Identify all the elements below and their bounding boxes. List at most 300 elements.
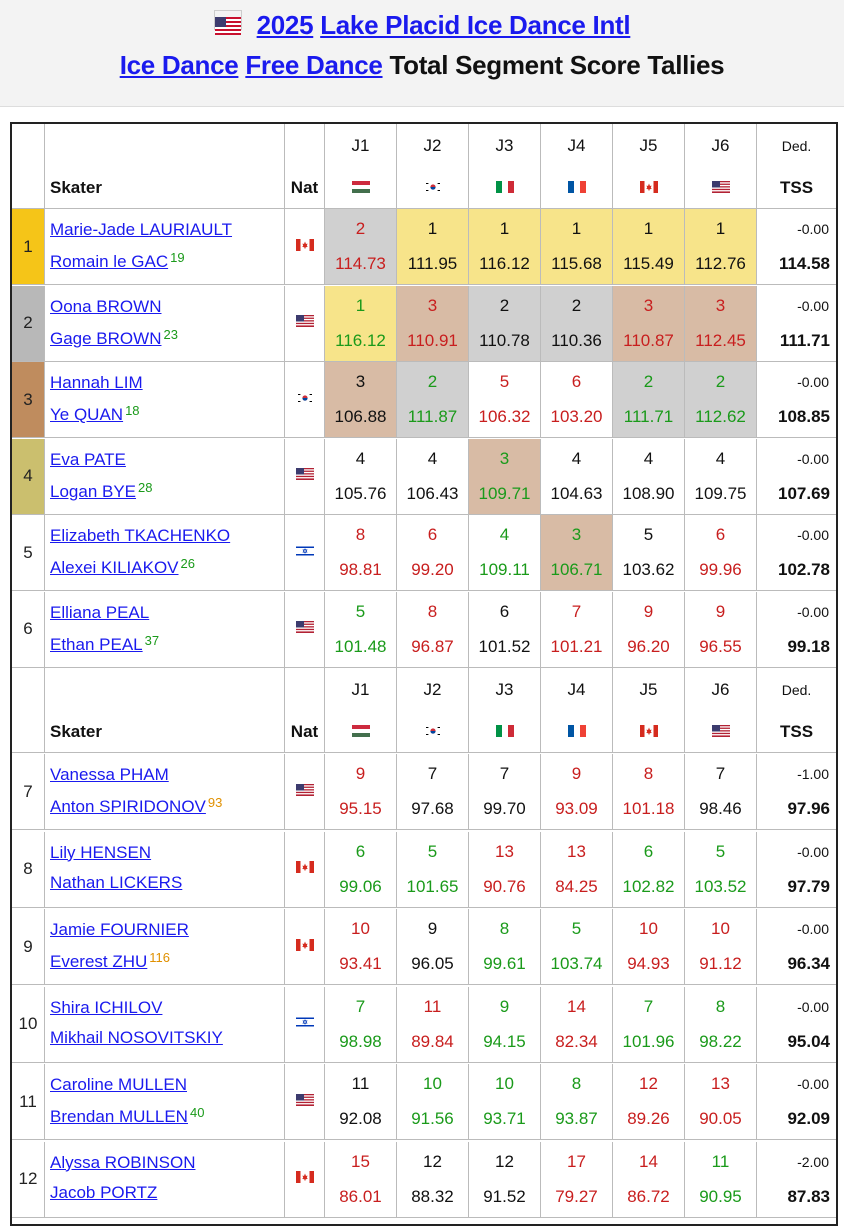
nat-cell — [285, 987, 325, 1062]
skater-name-1 — [50, 526, 230, 546]
judge-score: 91.12 — [699, 954, 742, 973]
skater-link[interactable]: Eva PATE — [50, 449, 126, 469]
judge-score: 106.32 — [478, 407, 531, 426]
judge-header-cell — [325, 668, 397, 752]
ded-column-header: Ded. — [781, 138, 812, 154]
judge-rank: 5 — [643, 525, 654, 544]
table-row — [12, 362, 836, 438]
skater-names-cell — [45, 1064, 285, 1139]
hungary-flag-icon — [352, 724, 370, 742]
deduction-value: -0.00 — [797, 374, 829, 390]
judge-score-cell — [397, 1064, 469, 1139]
skater-names-cell — [45, 754, 285, 829]
judge-score: 96.87 — [411, 636, 454, 656]
judge-rank: 7 — [571, 601, 582, 621]
segment-link[interactable]: Free Dance — [245, 50, 383, 80]
event-link[interactable]: Lake Placid Ice Dance Intl — [320, 10, 631, 40]
usa-flag-icon — [712, 180, 730, 198]
judge-rank: 1 — [499, 219, 510, 238]
judge-header-cell — [469, 124, 541, 208]
skater-link[interactable]: Gage BROWN — [50, 328, 162, 348]
judge-column-header[interactable]: J5 — [639, 136, 658, 155]
judge-rank: 4 — [427, 448, 438, 468]
table-row — [12, 592, 836, 668]
judge-rank: 3 — [571, 525, 582, 544]
ded-tss-cell — [757, 832, 836, 907]
tss-value: 99.18 — [787, 636, 830, 656]
judge-score-cell — [325, 1064, 397, 1139]
judge-score: 115.68 — [551, 254, 602, 273]
skater-link[interactable]: Ye QUAN — [50, 405, 124, 424]
judge-rank: 14 — [639, 1151, 658, 1171]
skater-names-cell — [45, 592, 285, 667]
skater-name-1 — [50, 297, 161, 317]
judge-rank: 14 — [567, 996, 586, 1016]
nat-cell — [285, 754, 325, 829]
usa-flag-icon — [712, 724, 730, 742]
skater-link[interactable]: Alexei KILIAKOV — [50, 558, 179, 577]
judge-score: 116.12 — [335, 330, 386, 350]
skater-names-cell — [45, 286, 285, 361]
judge-column-header[interactable]: J6 — [711, 136, 730, 155]
judge-score: 95.15 — [339, 799, 382, 818]
rank-cell: 3 — [12, 362, 45, 437]
judge-score: 110.36 — [551, 330, 602, 350]
judge-header-cell — [685, 668, 757, 752]
judge-column-header[interactable]: J4 — [567, 136, 586, 155]
usa-flag-icon — [214, 10, 242, 30]
skater-link[interactable]: Caroline MULLEN — [50, 1075, 187, 1094]
judge-column-header[interactable]: J4 — [567, 680, 586, 699]
tss-value: 114.58 — [778, 254, 830, 273]
judge-rank: 5 — [427, 841, 438, 861]
judge-score-cell — [613, 909, 685, 984]
hungary-flag-icon — [352, 180, 370, 198]
age-badge: 28 — [138, 479, 153, 495]
judge-header-cell — [325, 124, 397, 208]
judge-score: 109.71 — [478, 483, 531, 503]
skater-link[interactable]: Jacob PORTZ — [50, 1182, 158, 1202]
france-flag-icon — [568, 724, 586, 742]
judge-score: 91.52 — [483, 1186, 526, 1206]
judge-score-cell — [541, 439, 613, 514]
judge-score: 106.43 — [406, 483, 459, 503]
judge-rank: 11 — [423, 996, 442, 1016]
judge-rank: 9 — [427, 919, 438, 938]
judge-score-cell — [685, 1142, 757, 1217]
skater-link[interactable]: Brendan MULLEN — [50, 1107, 188, 1126]
judge-score-cell — [469, 987, 541, 1062]
judge-score-cell — [541, 1142, 613, 1217]
nat-column-header: Nat — [290, 178, 319, 197]
judge-score: 99.96 — [699, 560, 742, 579]
usa-flag-icon — [296, 314, 314, 332]
judge-rank: 2 — [427, 372, 438, 391]
judge-score: 90.95 — [699, 1186, 742, 1206]
judge-score-cell — [469, 832, 541, 907]
judge-score: 93.09 — [555, 799, 598, 818]
skater-name-2 — [50, 873, 182, 893]
judge-score: 94.15 — [483, 1031, 526, 1051]
judge-header-cell — [613, 668, 685, 752]
judge-score: 114.73 — [335, 254, 386, 273]
judge-score-cell — [325, 754, 397, 829]
skater-link[interactable]: Mikhail NOSOVITSKIY — [50, 1027, 223, 1047]
judge-score-cell — [469, 592, 541, 667]
judge-score-cell — [541, 286, 613, 361]
skater-link[interactable]: Everest ZHU — [50, 952, 148, 971]
judge-rank: 10 — [711, 919, 730, 938]
judge-rank: 5 — [715, 841, 726, 861]
skater-link[interactable]: Nathan LICKERS — [50, 872, 183, 892]
judge-rank: 13 — [567, 841, 586, 861]
nat-cell — [285, 832, 325, 907]
ded-tss-header-cell — [757, 668, 836, 752]
judge-score-cell — [685, 754, 757, 829]
judge-score: 92.08 — [339, 1109, 382, 1128]
judge-score: 79.27 — [555, 1186, 598, 1206]
usa-flag-icon — [296, 467, 314, 485]
deduction-value: -0.00 — [797, 603, 829, 620]
judge-score: 112.76 — [695, 254, 746, 273]
judge-header-cell — [397, 668, 469, 752]
judge-score-cell — [613, 439, 685, 514]
skater-name-2 — [50, 1105, 204, 1127]
judge-rank: 11 — [351, 1074, 370, 1093]
skater-link[interactable]: Anton SPIRIDONOV — [50, 797, 206, 816]
skater-link[interactable]: Logan BYE — [50, 481, 137, 501]
skater-link[interactable]: Lily HENSEN — [50, 842, 152, 862]
judge-rank: 3 — [499, 448, 510, 468]
skater-name-2 — [50, 633, 159, 655]
judge-rank: 4 — [571, 448, 582, 468]
judge-score-cell — [397, 209, 469, 284]
skater-names-cell — [45, 1142, 285, 1217]
table-row — [12, 1142, 836, 1218]
judge-score: 98.22 — [699, 1031, 742, 1051]
judge-score-cell — [397, 362, 469, 437]
canada-flag-icon — [296, 238, 314, 256]
judge-score-cell — [469, 1142, 541, 1217]
judge-rank: 3 — [715, 295, 726, 315]
ded-tss-cell — [757, 1064, 836, 1139]
judge-score: 110.87 — [623, 330, 674, 350]
age-badge: 93 — [207, 795, 223, 810]
judge-score-cell — [541, 592, 613, 667]
canada-flag-icon — [640, 180, 658, 198]
judge-column-header[interactable]: J3 — [495, 136, 514, 155]
judge-rank: 8 — [427, 601, 438, 621]
skater-name-2 — [50, 403, 140, 425]
judge-score-cell — [397, 592, 469, 667]
skater-names-cell — [45, 909, 285, 984]
judge-score-cell — [685, 592, 757, 667]
judge-score: 99.20 — [411, 560, 454, 579]
skater-name-2 — [50, 250, 185, 272]
judge-score: 106.71 — [550, 560, 603, 579]
skater-names-cell — [45, 832, 285, 907]
nat-cell — [285, 286, 325, 361]
rank-cell: 10 — [12, 987, 45, 1062]
age-badge: 26 — [180, 556, 195, 571]
skater-names-cell — [45, 987, 285, 1062]
judge-score-cell — [325, 832, 397, 907]
header-row — [12, 668, 836, 753]
judge-rank: 13 — [711, 1074, 730, 1093]
judge-column-header[interactable]: J2 — [423, 680, 442, 699]
judge-score-cell — [469, 439, 541, 514]
skater-link[interactable]: Alyssa ROBINSON — [50, 1152, 196, 1172]
judge-score-cell — [397, 515, 469, 590]
judge-rank: 3 — [355, 372, 366, 391]
table-row — [12, 209, 836, 285]
table-row — [12, 286, 836, 362]
judge-score: 90.05 — [699, 1109, 742, 1128]
canada-flag-icon — [296, 860, 314, 878]
judge-score: 99.70 — [483, 799, 526, 818]
judge-score-cell — [541, 909, 613, 984]
judge-score-cell — [613, 754, 685, 829]
tss-column-header: TSS — [779, 722, 814, 741]
israel-flag-icon — [296, 544, 314, 562]
judge-score: 112.45 — [695, 330, 746, 350]
judge-score-cell — [397, 286, 469, 361]
judge-rank: 7 — [643, 996, 654, 1016]
judge-score: 96.55 — [699, 636, 742, 656]
judge-score: 115.49 — [623, 254, 674, 273]
judge-column-header[interactable]: J1 — [351, 680, 370, 699]
judge-column-header[interactable]: J3 — [495, 680, 514, 699]
tss-value: 107.69 — [778, 483, 830, 503]
usa-flag-icon — [296, 620, 314, 638]
skater-link[interactable]: Elizabeth TKACHENKO — [50, 526, 231, 545]
judge-rank: 10 — [495, 1074, 514, 1093]
ded-tss-cell — [757, 909, 836, 984]
skater-column-header: Skater — [50, 722, 102, 741]
judge-rank: 10 — [351, 919, 370, 938]
judge-score-cell — [541, 754, 613, 829]
judge-score: 93.87 — [555, 1109, 598, 1128]
judge-score: 108.90 — [622, 483, 675, 503]
judge-score: 110.91 — [407, 330, 458, 350]
skater-link[interactable]: Shira ICHILOV — [50, 997, 163, 1017]
judge-rank: 2 — [499, 295, 510, 315]
judge-rank: 8 — [643, 764, 654, 783]
rank-cell: 9 — [12, 909, 45, 984]
judge-rank: 10 — [423, 1074, 442, 1093]
judge-score-cell — [541, 362, 613, 437]
judge-score: 101.52 — [478, 636, 531, 656]
skater-name-2 — [50, 327, 178, 349]
skater-link[interactable]: Ethan PEAL — [50, 634, 143, 654]
rank-cell: 7 — [12, 754, 45, 829]
deduction-value: -0.00 — [797, 998, 829, 1015]
skater-name-2 — [50, 556, 195, 578]
judge-rank: 3 — [643, 295, 654, 315]
discipline-link[interactable]: Ice Dance — [119, 50, 239, 80]
skater-link[interactable]: Hannah LIM — [50, 373, 143, 392]
judge-header-cell — [541, 668, 613, 752]
judge-score: 103.74 — [550, 954, 603, 973]
judge-rank: 6 — [355, 841, 366, 861]
skater-name-1 — [50, 220, 232, 240]
nat-cell — [285, 909, 325, 984]
skater-name-1 — [50, 603, 149, 623]
age-badge: 37 — [144, 632, 160, 648]
israel-flag-icon — [296, 1015, 314, 1033]
judge-rank: 1 — [355, 295, 366, 315]
judge-score-cell — [613, 209, 685, 284]
judge-score-cell — [685, 286, 757, 361]
judge-score: 104.63 — [550, 483, 603, 503]
rank-cell: 8 — [12, 832, 45, 907]
judge-score-cell — [325, 286, 397, 361]
skater-name-2 — [50, 1028, 223, 1048]
tss-column-header: TSS — [779, 178, 814, 197]
judge-column-header[interactable]: J1 — [351, 136, 370, 155]
ded-tss-cell — [757, 987, 836, 1062]
judge-score-cell — [469, 209, 541, 284]
judge-score: 101.65 — [406, 876, 459, 896]
judge-score-cell — [325, 909, 397, 984]
italy-flag-icon — [496, 180, 514, 198]
judge-score: 103.52 — [694, 876, 747, 896]
judge-rank: 7 — [355, 996, 366, 1016]
ded-tss-header-cell — [757, 124, 836, 208]
judge-score: 89.26 — [627, 1109, 670, 1128]
judge-score-cell — [469, 515, 541, 590]
judge-score-cell — [397, 754, 469, 829]
judge-score: 94.93 — [627, 954, 670, 973]
age-badge: 23 — [163, 326, 178, 342]
deduction-value: -2.00 — [797, 1153, 829, 1170]
year-link[interactable]: 2025 — [256, 10, 314, 40]
judge-rank: 1 — [571, 219, 582, 238]
judge-rank: 2 — [643, 372, 654, 391]
judge-rank: 12 — [423, 1151, 442, 1171]
judge-score-cell — [541, 832, 613, 907]
nat-cell — [285, 209, 325, 284]
judge-header-cell — [541, 124, 613, 208]
judge-rank: 10 — [639, 919, 658, 938]
judge-rank: 2 — [715, 372, 726, 391]
skater-column-header: Skater — [50, 178, 102, 197]
judge-score-cell — [685, 439, 757, 514]
judge-score-cell — [685, 362, 757, 437]
judge-column-header[interactable]: J5 — [639, 680, 658, 699]
rank-cell: 2 — [12, 286, 45, 361]
nat-column-header: Nat — [290, 722, 319, 741]
judge-score-cell — [397, 1142, 469, 1217]
judge-score-cell — [469, 286, 541, 361]
judge-score-cell — [541, 987, 613, 1062]
skater-link[interactable]: Oona BROWN — [50, 296, 162, 316]
judge-score-cell — [325, 1142, 397, 1217]
deduction-value: -0.00 — [797, 450, 829, 467]
judge-rank: 4 — [715, 448, 726, 468]
judge-score-cell — [325, 209, 397, 284]
judge-score-cell — [397, 832, 469, 907]
tss-value: 95.04 — [787, 1031, 830, 1051]
tss-value: 96.34 — [787, 954, 830, 973]
judge-score: 101.18 — [622, 799, 675, 818]
judge-rank: 1 — [715, 219, 726, 238]
judge-score: 98.98 — [339, 1031, 382, 1051]
judge-rank: 5 — [571, 919, 582, 938]
judge-score: 98.46 — [699, 799, 742, 818]
skater-name-1 — [50, 1153, 195, 1173]
judge-rank: 9 — [355, 764, 366, 783]
age-badge: 18 — [125, 403, 140, 418]
judge-score-cell — [613, 832, 685, 907]
nat-cell — [285, 1064, 325, 1139]
skater-link[interactable]: Vanessa PHAM — [50, 765, 169, 784]
judge-score: 98.81 — [339, 560, 382, 579]
judge-rank: 9 — [571, 764, 582, 783]
skater-link[interactable]: Jamie FOURNIER — [50, 920, 189, 939]
judge-score: 86.01 — [339, 1186, 382, 1206]
skater-link[interactable]: Romain le GAC — [50, 252, 169, 271]
judge-score-cell — [685, 909, 757, 984]
tss-value: 108.85 — [778, 407, 830, 426]
judge-rank: 17 — [567, 1151, 586, 1171]
judge-score: 103.20 — [550, 407, 603, 426]
judge-score-cell — [613, 286, 685, 361]
deduction-value: -1.00 — [797, 766, 829, 782]
judge-rank: 3 — [427, 295, 438, 315]
header-row — [12, 124, 836, 209]
skater-name-1 — [50, 450, 126, 470]
age-badge: 19 — [170, 250, 185, 265]
skater-name-1 — [50, 998, 162, 1018]
skater-name-1 — [50, 920, 189, 940]
deduction-value: -0.00 — [797, 921, 829, 937]
judge-column-header[interactable]: J2 — [423, 136, 442, 155]
skater-name-1 — [50, 765, 169, 785]
judge-score-cell — [397, 439, 469, 514]
judge-score-cell — [469, 1064, 541, 1139]
deduction-value: -0.00 — [797, 527, 829, 543]
skater-names-cell — [45, 362, 285, 437]
judge-score-cell — [397, 909, 469, 984]
judge-column-header[interactable]: J6 — [711, 680, 730, 699]
skater-link[interactable]: Elliana PEAL — [50, 602, 150, 622]
judge-score: 106.88 — [334, 407, 387, 426]
judge-score: 91.56 — [411, 1109, 454, 1128]
judge-score: 112.62 — [695, 407, 746, 426]
skater-header-cell — [45, 124, 285, 208]
skater-link[interactable]: Marie-Jade LAURIAULT — [50, 220, 233, 239]
table-row — [12, 987, 836, 1063]
judge-rank: 9 — [715, 601, 726, 621]
table-row — [12, 832, 836, 908]
judge-score: 82.34 — [555, 1031, 598, 1051]
judge-rank: 8 — [499, 919, 510, 938]
judge-header-cell — [469, 668, 541, 752]
rank-cell: 6 — [12, 592, 45, 667]
rank-cell: 11 — [12, 1064, 45, 1139]
judge-score: 109.75 — [694, 483, 747, 503]
judge-score: 96.05 — [411, 954, 454, 973]
judge-rank: 12 — [639, 1074, 658, 1093]
tss-value: 97.79 — [787, 876, 830, 896]
judge-score: 111.87 — [407, 407, 458, 426]
skater-name-1 — [50, 373, 143, 393]
nat-header-cell — [285, 668, 325, 752]
judge-rank: 4 — [499, 525, 510, 544]
france-flag-icon — [568, 180, 586, 198]
table-row — [12, 754, 836, 830]
